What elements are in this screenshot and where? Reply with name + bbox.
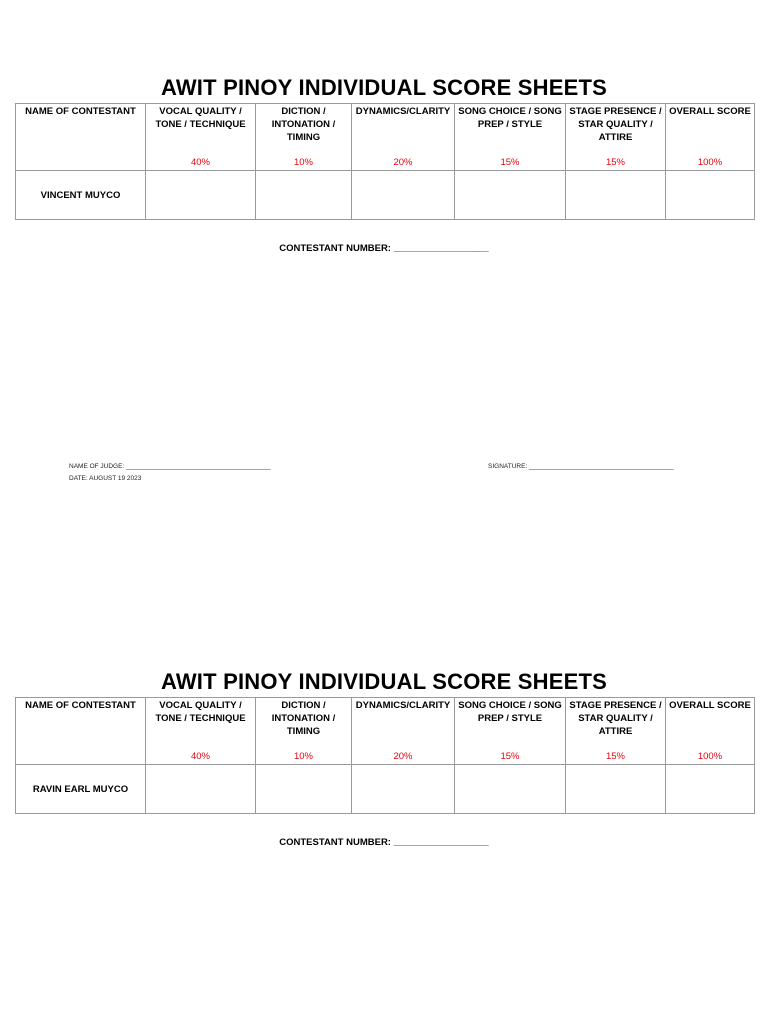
score-cell-stage-presence[interactable] <box>566 765 666 814</box>
score-sheet-1 <box>0 0 768 482</box>
header-cell-song-choice <box>455 698 566 765</box>
header-cell-diction <box>256 104 352 171</box>
weight-percent: 40% <box>190 751 210 762</box>
weight-percent: 10% <box>293 751 313 762</box>
header-label: DYNAMICS/CLARITY <box>355 700 451 711</box>
header-label: STAGE PRESENCE / STAR QUALITY / ATTIRE <box>569 106 662 143</box>
contestant-name: RAVIN EARL MUYCO <box>16 765 146 814</box>
score-table <box>15 697 755 814</box>
contestant-number-field[interactable]: CONTESTANT NUMBER: __________________ <box>279 837 489 848</box>
weight-percent: 40% <box>190 157 210 168</box>
judge-info <box>69 461 271 485</box>
header-cell-song-choice <box>455 104 566 171</box>
header-label: STAGE PRESENCE / STAR QUALITY / ATTIRE <box>569 700 662 737</box>
weight-percent: 20% <box>393 751 413 762</box>
score-cell-song-choice[interactable] <box>455 765 566 814</box>
header-cell-vocal <box>146 104 256 171</box>
header-cell-dynamics <box>352 698 455 765</box>
score-cell-vocal[interactable] <box>146 765 256 814</box>
header-cell-name <box>16 698 146 765</box>
header-cell-stage-presence <box>566 104 666 171</box>
judge-name-field[interactable]: NAME OF JUDGE: ________________________________________ <box>69 463 271 470</box>
weight-percent: 100% <box>697 157 723 168</box>
table-row <box>16 765 755 814</box>
score-cell-song-choice[interactable] <box>455 171 566 220</box>
table-row <box>16 171 755 220</box>
header-label: SONG CHOICE / SONG PREP / STYLE <box>458 700 562 724</box>
header-label: NAME OF CONTESTANT <box>25 700 136 711</box>
score-cell-stage-presence[interactable] <box>566 171 666 220</box>
weight-percent: 15% <box>605 751 625 762</box>
contestant-name: VINCENT MUYCO <box>16 171 146 220</box>
weight-percent: 15% <box>500 751 520 762</box>
page-title: AWIT PINOY INDIVIDUAL SCORE SHEETS <box>160 75 608 100</box>
weight-percent: 20% <box>393 157 413 168</box>
header-row <box>16 104 755 171</box>
header-label: VOCAL QUALITY / TONE / TECHNIQUE <box>155 700 246 724</box>
header-label: SONG CHOICE / SONG PREP / STYLE <box>458 106 562 130</box>
date-label: DATE: AUGUST 19 2023 <box>69 475 142 482</box>
weight-percent: 10% <box>293 157 313 168</box>
header-label: OVERALL SCORE <box>669 106 751 117</box>
weight-percent: 15% <box>605 157 625 168</box>
header-cell-vocal <box>146 698 256 765</box>
page-title: AWIT PINOY INDIVIDUAL SCORE SHEETS <box>160 669 608 694</box>
weight-percent: 15% <box>500 157 520 168</box>
header-cell-overall <box>666 104 755 171</box>
score-sheet-2 <box>0 594 768 1014</box>
score-cell-dynamics[interactable] <box>352 765 455 814</box>
header-cell-overall <box>666 698 755 765</box>
score-table <box>15 103 755 220</box>
score-cell-vocal[interactable] <box>146 171 256 220</box>
score-cell-dynamics[interactable] <box>352 171 455 220</box>
signature-field[interactable]: SIGNATURE: ________________________________________ <box>488 463 674 470</box>
weight-percent: 100% <box>697 751 723 762</box>
score-cell-diction[interactable] <box>256 171 352 220</box>
header-cell-stage-presence <box>566 698 666 765</box>
header-label: VOCAL QUALITY / TONE / TECHNIQUE <box>155 106 246 130</box>
header-label: DYNAMICS/CLARITY <box>355 106 451 117</box>
header-label: DICTION / INTONATION / TIMING <box>271 700 336 737</box>
contestant-number-field[interactable]: CONTESTANT NUMBER: __________________ <box>279 243 489 254</box>
header-label: OVERALL SCORE <box>669 700 751 711</box>
header-cell-dynamics <box>352 104 455 171</box>
score-cell-diction[interactable] <box>256 765 352 814</box>
score-cell-overall[interactable] <box>666 171 755 220</box>
header-cell-diction <box>256 698 352 765</box>
score-cell-overall[interactable] <box>666 765 755 814</box>
header-label: DICTION / INTONATION / TIMING <box>271 106 336 143</box>
header-cell-name <box>16 104 146 171</box>
header-label: NAME OF CONTESTANT <box>25 106 136 117</box>
header-row <box>16 698 755 765</box>
